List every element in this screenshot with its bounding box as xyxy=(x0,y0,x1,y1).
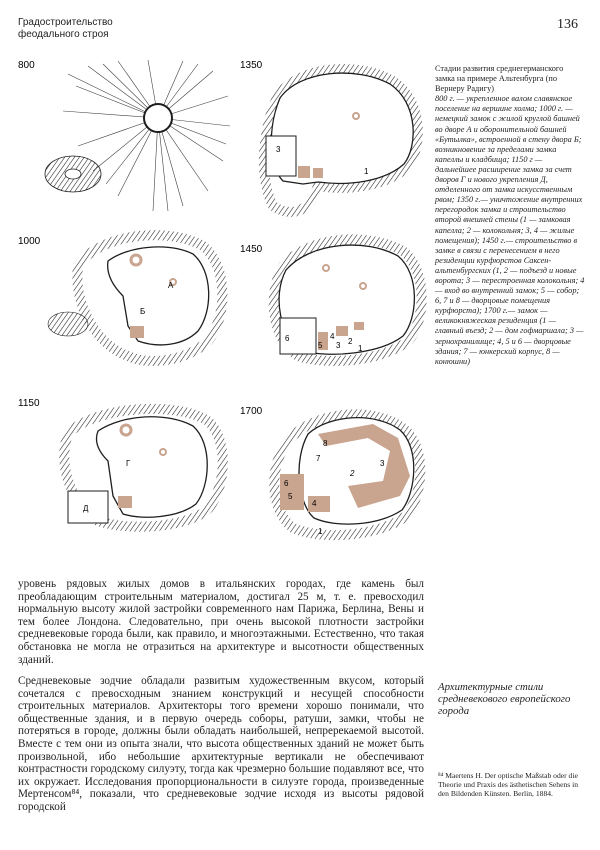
plan-number: 3 xyxy=(276,145,281,154)
footnote: ⁸⁴ Maertens H. Der optische Maßstab oder die Theorie und Praxis des ästhetischen Sehens in den Bildenden Künsten. Berlin, 1884. xyxy=(438,771,579,798)
plan-number: 3 xyxy=(380,459,385,468)
running-title-line1: Градостроительство xyxy=(18,17,113,28)
section-heading: Архитектурные стили средневекового европейского города xyxy=(438,681,571,717)
plan-number: 5 xyxy=(318,341,323,350)
castle-plans-figure xyxy=(18,56,430,556)
plan-year-label: 1000 xyxy=(18,236,41,247)
figure-caption-body: 800 г. — укрепленное валом славянское поселение на вершине холма; 1000 г. — немецкий замок с жилой круглой башней во дворе А и оборонительной башней «Бутылка», встроенной в стену двора Б; возникновение за пределами замка капеллы и кладбища; 1150 г — дальнейшее расширение замка за счет дворов Г и нового укрепления Д, отделенного от замка искусственным рвом; 1350 г.— уничтожение внутренних перегородок замка и строительство второй внешней стены (1 — замковая капелла; 2 — колокольня; 3, 4 — жилые помещения); 1450 г.— строительство в замке в связи с перенесением в него резиденции курфюрстов Саксен-альтенбургских (1, 2 — подъезд и новые ворота; 3 — перестроенная колокольня; 4 — вход во внутренний замок; 5 — собор; 6, 7 и 8 — дворцовые помещения курфюрста); 1700 г.— замок — великокняжеская резиденция (1 — главный въезд; 2 — дом гофмаршала; 3 — зернохранилище; 4, 5 и 6 — дворцовые здания; 7 — юнкерский корпус, 8 — конюшни) xyxy=(435,94,585,366)
plan-number: 8 xyxy=(323,439,328,448)
plan-year-label: 1450 xyxy=(240,244,263,255)
running-title-line2: феодального строя xyxy=(18,29,109,40)
plan-number: 3 xyxy=(336,341,341,350)
plan-number: 7 xyxy=(316,454,321,463)
plan-number: 1 xyxy=(358,344,363,353)
plan-number: 4 xyxy=(312,499,317,508)
plan-number: 2 xyxy=(350,469,355,478)
plan-letter: Б xyxy=(140,307,146,316)
plan-year-label: 1350 xyxy=(240,60,263,71)
plan-1700 xyxy=(240,406,420,536)
plan-800 xyxy=(18,60,230,211)
plan-letter: Д xyxy=(83,504,89,513)
plan-number: 6 xyxy=(285,334,290,343)
plan-letter: А xyxy=(168,281,174,290)
plan-1150 xyxy=(18,398,223,527)
plan-year-label: 1150 xyxy=(18,398,40,409)
running-head xyxy=(18,17,113,41)
plan-1350 xyxy=(240,60,418,212)
plan-number: 2 xyxy=(348,337,353,346)
body-paragraph-1: уровень рядовых жилых домов в итальянских городах, где камень был преобладающим строительным материалом, достигал 25 м, т. е. превосходил нормальную высоту жилой застройки современного нам Парижа, Берлина, Вены и тем более Лондона. Следовательно, при очень высокой плотности застройки средневековые города были, как правило, и многоэтажными. Естественно, что такая обстановка не могла не отразиться на архитектуре и высотности общественных зданий. xyxy=(18,578,424,666)
page-number: 136 xyxy=(557,17,578,32)
figure-caption xyxy=(435,64,585,367)
plan-number: 5 xyxy=(288,492,293,501)
plan-letter: Г xyxy=(126,459,131,468)
plan-number: 6 xyxy=(284,479,289,488)
plan-year-label: 800 xyxy=(18,60,35,71)
plan-year-label: 1700 xyxy=(240,406,263,417)
plan-number: 1 xyxy=(318,527,323,536)
plan-number: 4 xyxy=(330,332,335,341)
body-paragraph-2: Средневековые зодчие обладали развитым художественным вкусом, который сочетался с превосходным знанием конструкций и несущей способности строительных материалов. Архитекторы того времени хорошо понимали, что общественные здания, и в первую очередь соборы, ратуши, замки, чтобы не потеряться в городе, должны были обладать наибольшей, непререкаемой высотой. Вместе с тем они из опыта знали, что высота общественных зданий не может быть произвольной, ибо небольшие архитектурные вертикали не обеспечивают контрастности городскому силуэту, тогда как чрезмерно большие подавляют все, что их окружает. Исследования пропорциональности в силуэте города, произведенные Мертенсом⁸⁴, показали, что средневековые зодчие исходя из высоты рядовой городской xyxy=(18,675,424,813)
plan-number: 1 xyxy=(364,167,369,176)
plan-1000 xyxy=(18,235,222,361)
figure-caption-title: Стадии развития среднегерманского замка на примере Альтенбурга (по Вернеру Радигу) xyxy=(435,64,564,94)
plan-1450 xyxy=(240,239,422,361)
